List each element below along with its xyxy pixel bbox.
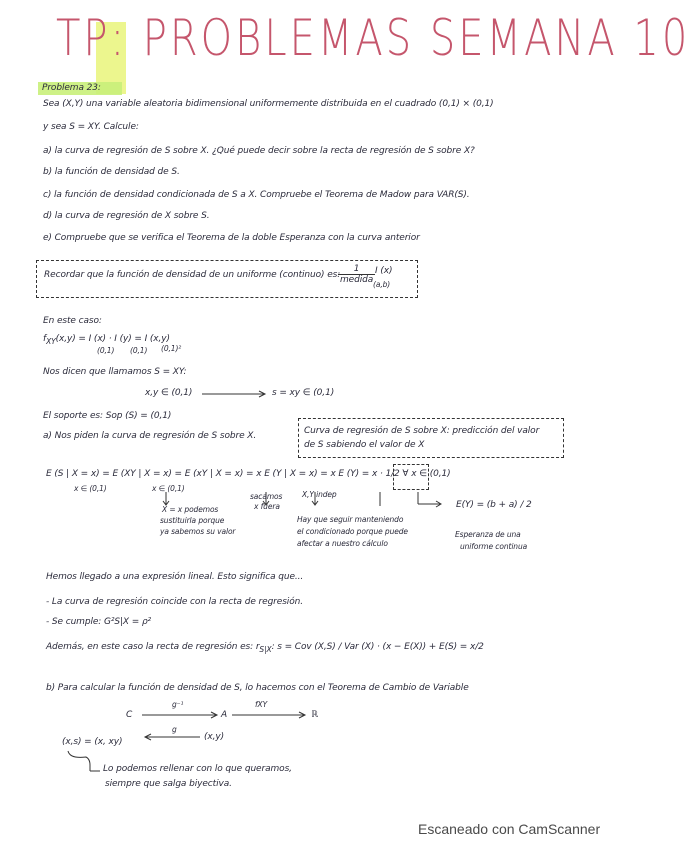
note-conditioned-3: afectar a nuestro cálculo (297, 539, 388, 548)
subscript-2: (0,1) (130, 346, 148, 355)
regression-line-formula: Además, en este caso la recta de regresión es: $r_{S|X}$: s = Cov (X,S) / Var (X) · (x − E(X)) + E(S) = x/2 (46, 642, 484, 654)
final-note-1: Lo podemos rellenar con lo que queramos, (103, 764, 292, 774)
conclusion-line-2: - La curva de regresión coincide con la recta de regresión. (46, 597, 303, 607)
result-box (393, 464, 429, 490)
note-uniform-1: Esperanza de una (455, 530, 521, 539)
uniform-expectation: E(Y) = (b + a) / 2 (456, 500, 532, 510)
uniform-density-note: Recordar que la función de densidad de un uniforme (continuo) es: (44, 270, 341, 280)
conclusion-line-1: Hemos llegado a una expresión lineal. Esto significa que... (46, 572, 304, 582)
note-independent: X,Y indep (302, 490, 337, 499)
problem-tag: Problema 23: (42, 83, 101, 93)
chain-cond-1: x ∈ (0,1) (74, 484, 107, 493)
statement-e: e) Compruebe que se verifica el Teorema de la doble Esperanza con la curva anterior (43, 233, 420, 243)
statement-line-2: y sea S = XY. Calcule: (43, 122, 139, 132)
subscript-1: (0,1) (97, 346, 115, 355)
uniform-density-fraction: $\frac{1}{\text{medida}}$ (340, 264, 374, 285)
statement-b: b) la función de densidad de S. (43, 167, 180, 177)
subscript-3: (0,1)² (161, 344, 182, 353)
statement-c: c) la función de densidad condicionada de S a X. Compruebe el Teorema de Madow para VAR(S). (43, 190, 470, 200)
conclusion-line-3: - Se cumple: G²S|X = ρ² (46, 617, 152, 627)
statement-a: a) la curva de regresión de S sobre X. ¿Qué puede decir sobre la recta de regresión de S sobre X? (43, 146, 475, 156)
expectation-chain: E (S | X = x) = E (XY | X = x) = E (xY | X = x) = x E (Y | X = x) = x E (Y) = x · 1/2 ∀ x ∈ (0,1) (46, 469, 451, 479)
case-label: En este caso: (43, 316, 102, 326)
regression-definition-1: Curva de regresión de S sobre X: predicción del valor (304, 426, 540, 436)
indicator-interval: (a,b) (373, 280, 391, 289)
note-conditioned-2: el condicionado porque puede (297, 527, 408, 536)
diagram-r: ℝ (311, 710, 319, 720)
note-substitute-1: X = x podemos (162, 505, 219, 514)
mapping-left: x,y ∈ (0,1) (145, 388, 193, 398)
statement-line-1: Sea (X,Y) una variable aleatoria bidimensional uniformemente distribuida en el cuadrado (0,1) × (0,1) (43, 99, 494, 109)
diagram-c: C (126, 710, 133, 720)
mapping-arrow (200, 389, 270, 399)
diagram-arrows (60, 707, 330, 787)
regression-definition-box (298, 418, 564, 458)
part-b-line: b) Para calcular la función de densidad de S, lo hacemos con el Teorema de Cambio de Variable (46, 683, 469, 693)
joint-density-formula: $f_{XY}(x,y) = I$ (x) · I (y) = I (x,y) (43, 334, 170, 346)
note-uniform-2: uniforme continua (460, 542, 528, 551)
diagram-left: (x,s) = (x, xy) (62, 737, 123, 747)
final-note-2: siempre que salga biyectiva. (105, 779, 232, 789)
support-line: El soporte es: Sop (S) = (0,1) (43, 411, 172, 421)
part-a-line: a) Nos piden la curva de regresión de S sobre X. (43, 431, 257, 441)
regression-definition-2: de S sabiendo el valor de X (304, 440, 425, 450)
note-substitute-2: sustituirla porque (160, 516, 225, 525)
diagram-g-inverse: g⁻¹ (172, 700, 184, 709)
indicator-function: I (x) (375, 266, 393, 276)
note-substitute-3: ya sabemos su valor (160, 527, 236, 536)
note-take-out-1: sacamos (250, 492, 283, 501)
mapping-right: s = xy ∈ (0,1) (272, 388, 335, 398)
diagram-g: g (172, 725, 177, 734)
chain-cond-2: x ∈ (0,1) (152, 484, 185, 493)
diagram-a: A (221, 710, 228, 720)
define-s: Nos dicen que llamamos S = XY: (43, 367, 187, 377)
note-take-out-2: x fuera (254, 502, 280, 511)
page-title: TP: PROBLEMAS SEMANA 10 (56, 10, 690, 68)
note-conditioned-1: Hay que seguir manteniendo (297, 515, 404, 524)
statement-d: d) la curva de regresión de X sobre S. (43, 211, 210, 221)
diagram-right: (x,y) (204, 732, 225, 742)
diagram-fxy: fXY (255, 700, 268, 709)
scanner-watermark: Escaneado con CamScanner (418, 821, 601, 837)
